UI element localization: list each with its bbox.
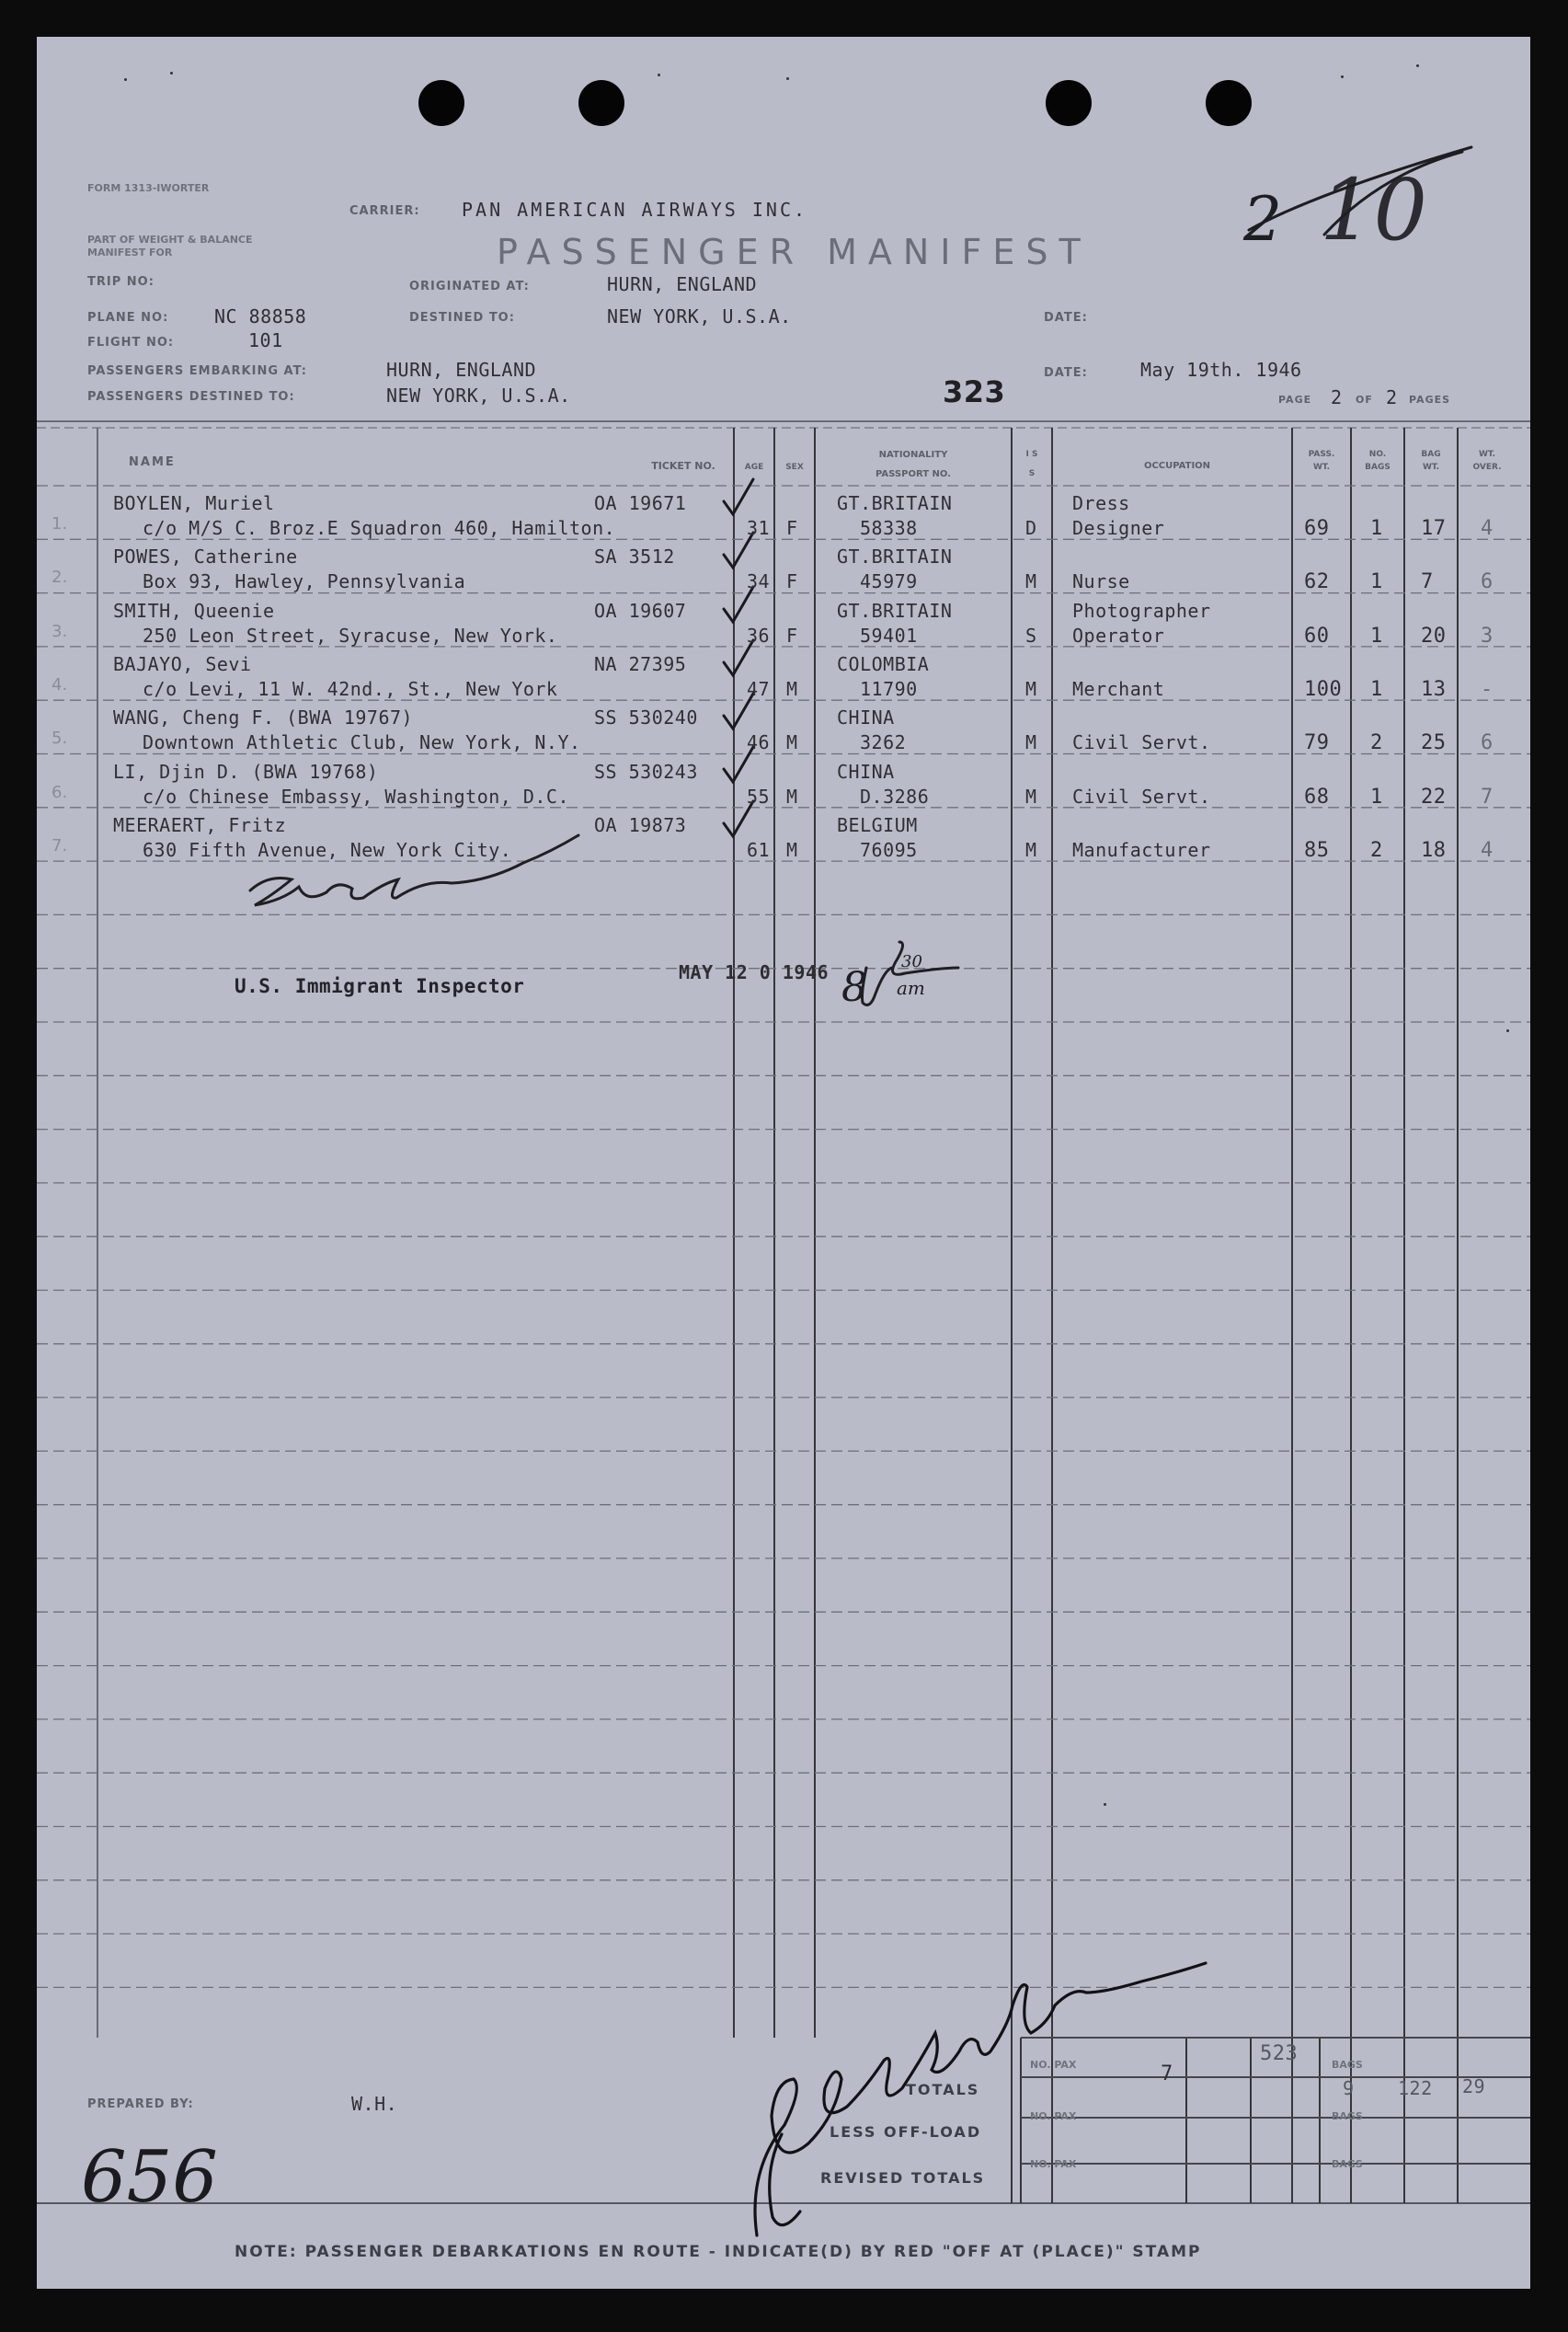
row-number: 6. <box>52 782 68 802</box>
row-number: 5. <box>52 729 68 749</box>
passenger-bags: 2 <box>1370 731 1383 755</box>
passport-number: 59401 <box>860 624 918 647</box>
passenger-occupation-2: Designer <box>1072 517 1165 539</box>
passenger-overweight: 4 <box>1481 838 1494 862</box>
trip-label: TRIP NO: <box>87 275 155 289</box>
passenger-sex: F <box>786 624 798 647</box>
col-age-header: AGE <box>744 463 764 472</box>
col-nationality-header: NATIONALITY <box>878 450 948 460</box>
totals-signature <box>763 2116 770 2117</box>
total-weight: 523 <box>1260 2042 1299 2065</box>
total-bag-weight: 122 <box>1398 2077 1433 2099</box>
col-bag-wt-header: BAG <box>1421 450 1441 459</box>
date-value: May 19th. 1946 <box>1140 359 1302 381</box>
passenger-address: c/o M/S C. Broz.E Squadron 460, Hamilton. <box>143 517 616 539</box>
passenger-weight: 100 <box>1304 677 1343 701</box>
passenger-age: 55 <box>747 785 771 808</box>
col-occupation-header: OCCUPATION <box>1143 461 1211 471</box>
pages-label: PAGES <box>1409 394 1451 406</box>
passenger-is-code: M <box>1025 677 1037 700</box>
carrier-value: PAN AMERICAN AIRWAYS INC. <box>462 199 808 221</box>
passenger-is-code: M <box>1025 838 1037 861</box>
inspector-time-minutes: 30 <box>901 952 922 971</box>
row-number: 1. <box>52 514 68 534</box>
passenger-sex: F <box>786 517 798 539</box>
passenger-overweight: 6 <box>1481 731 1494 755</box>
plane-value: NC 88858 <box>214 305 307 327</box>
date-top-label: DATE: <box>1044 311 1088 325</box>
plane-label: PLANE NO: <box>87 311 169 325</box>
ticket-number: NA 27395 <box>594 652 687 675</box>
passenger-address: 250 Leon Street, Syracuse, New York. <box>143 624 558 647</box>
table-grid <box>37 37 1530 2289</box>
date-label: DATE: <box>1044 366 1088 380</box>
revised-totals-label: REVISED TOTALS <box>820 2169 986 2187</box>
passenger-occupation-2: Merchant <box>1072 677 1165 700</box>
passenger-age: 47 <box>747 677 771 700</box>
passenger-occupation-2: Manufacturer <box>1072 838 1211 861</box>
passenger-sex: F <box>786 570 798 593</box>
total-over: 29 <box>1462 2075 1486 2097</box>
passenger-weight: 79 <box>1304 731 1330 755</box>
passenger-age: 61 <box>747 838 771 861</box>
passenger-name: MEERAERT, Fritz <box>113 813 287 836</box>
passenger-nationality: GT.BRITAIN <box>837 492 953 514</box>
originated-label: ORIGINATED AT: <box>409 280 530 293</box>
ticket-number: OA 19671 <box>594 492 687 514</box>
manifest-number: 323 <box>943 374 1006 409</box>
passenger-weight: 68 <box>1304 785 1330 809</box>
passenger-name: LI, Djin D. (BWA 19768) <box>113 760 379 783</box>
passenger-age: 34 <box>747 570 771 593</box>
col-pass-wt-header: PASS. <box>1308 450 1335 459</box>
passenger-is-code: M <box>1025 570 1037 593</box>
passport-number: 11790 <box>860 677 918 700</box>
passport-number: 3262 <box>860 731 907 754</box>
passenger-bags: 2 <box>1370 838 1383 862</box>
passenger-occupation-2: Civil Servt. <box>1072 731 1211 754</box>
total-pax: 7 <box>1161 2062 1173 2085</box>
passenger-name: SMITH, Queenie <box>113 599 275 622</box>
passenger-bags: 1 <box>1370 517 1383 540</box>
destined-value: NEW YORK, U.S.A. <box>607 305 792 327</box>
ticket-number: SS 530243 <box>594 760 698 783</box>
passenger-bags: 1 <box>1370 785 1383 809</box>
passenger-occupation-2: Civil Servt. <box>1072 785 1211 808</box>
passenger-bag-weight: 20 <box>1421 624 1447 648</box>
total-bags: 9 <box>1343 2077 1355 2099</box>
passenger-address: c/o Levi, 11 W. 42nd., St., New York <box>143 677 558 700</box>
pax-destined-value: NEW YORK, U.S.A. <box>386 385 571 407</box>
passenger-overweight: 6 <box>1481 570 1494 594</box>
inspector-time-meridiem: am <box>897 977 925 999</box>
inspector-time-hour: 8 <box>841 964 867 1011</box>
passenger-weight: 69 <box>1304 517 1330 540</box>
page-of-label: OF <box>1356 394 1373 406</box>
flight-value: 101 <box>248 329 283 351</box>
passenger-address: Box 93, Hawley, Pennsylvania <box>143 570 466 593</box>
form-number: FORM 1313-IWORTER <box>87 182 210 194</box>
ticket-number: OA 19607 <box>594 599 687 622</box>
passenger-bag-weight: 7 <box>1421 570 1434 594</box>
inspector-title: U.S. Immigrant Inspector <box>235 975 525 997</box>
no-pax-label-2: NO. PAX <box>1030 2110 1077 2122</box>
passenger-is-code: D <box>1025 517 1037 539</box>
passenger-occupation-2: Nurse <box>1072 570 1130 593</box>
pax-destined-label: PASSENGERS DESTINED TO: <box>87 390 295 404</box>
passenger-name: BAJAYO, Sevi <box>113 652 252 675</box>
no-pax-label-3: NO. PAX <box>1030 2158 1077 2170</box>
page-number: 2 <box>1331 386 1343 408</box>
bags-label-3: BAGS <box>1332 2158 1363 2170</box>
carrier-label: CARRIER: <box>349 204 420 218</box>
ticket-number: SS 530240 <box>594 706 698 729</box>
col-pass-wt-header-2: WT. <box>1312 463 1331 472</box>
totals-label: TOTALS <box>906 2081 980 2098</box>
footer-note: NOTE: PASSENGER DEBARKATIONS EN ROUTE - INDICATE(D) BY RED "OFF AT (PLACE)" STAMP <box>235 2243 1202 2261</box>
col-bags-header-2: BAGS <box>1365 463 1391 472</box>
page-handwritten-number: 656 <box>81 2136 218 2219</box>
passenger-is-code: M <box>1025 785 1037 808</box>
part-of-label-1: PART OF WEIGHT & BALANCE <box>87 234 253 246</box>
passenger-age: 46 <box>747 731 771 754</box>
row-number: 7. <box>52 835 68 856</box>
passenger-is-code: S <box>1025 624 1037 647</box>
passenger-bag-weight: 17 <box>1421 517 1447 540</box>
passenger-sex: M <box>786 785 798 808</box>
embarking-value: HURN, ENGLAND <box>386 359 537 381</box>
page-total: 2 <box>1386 386 1398 408</box>
passenger-bag-weight: 22 <box>1421 785 1447 809</box>
passenger-nationality: CHINA <box>837 760 895 783</box>
passenger-occupation-2: Operator <box>1072 624 1165 647</box>
col-passport-header: PASSPORT NO. <box>876 469 951 479</box>
passenger-age: 31 <box>747 517 771 539</box>
passenger-address: 630 Fifth Avenue, New York City. <box>143 838 512 861</box>
page-title: PASSENGER MANIFEST <box>497 232 1092 272</box>
page-label: PAGE <box>1278 394 1312 406</box>
passenger-overweight: - <box>1481 677 1494 701</box>
corner-page-number-new: 2 <box>1243 184 1282 255</box>
passenger-name: BOYLEN, Muriel <box>113 492 275 514</box>
passenger-nationality: GT.BRITAIN <box>837 599 953 622</box>
passenger-is-code: M <box>1025 731 1037 754</box>
offload-label: LESS OFF-LOAD <box>830 2123 982 2141</box>
prepared-label: PREPARED BY: <box>87 2097 194 2111</box>
ticket-number: OA 19873 <box>594 813 687 836</box>
col-is-header-2: S <box>1028 469 1036 478</box>
no-pax-label: NO. PAX <box>1030 2059 1077 2071</box>
passenger-overweight: 7 <box>1481 785 1494 809</box>
passenger-address: Downtown Athletic Club, New York, N.Y. <box>143 731 581 754</box>
passenger-name: WANG, Cheng F. (BWA 19767) <box>113 706 414 729</box>
passenger-nationality: BELGIUM <box>837 813 918 836</box>
passenger-bag-weight: 25 <box>1421 731 1447 755</box>
destined-label: DESTINED TO: <box>409 311 515 325</box>
passenger-overweight: 3 <box>1481 624 1494 648</box>
passenger-weight: 62 <box>1304 570 1330 594</box>
passport-number: 45979 <box>860 570 918 593</box>
passenger-sex: M <box>786 731 798 754</box>
row-number: 3. <box>52 621 68 641</box>
row-number: 4. <box>52 674 68 695</box>
passenger-weight: 60 <box>1304 624 1330 648</box>
passenger-weight: 85 <box>1304 838 1330 862</box>
originated-value: HURN, ENGLAND <box>607 273 758 295</box>
col-name-header: NAME <box>129 455 176 469</box>
passenger-bag-weight: 13 <box>1421 677 1447 701</box>
passport-number: 76095 <box>860 838 918 861</box>
col-over-header-2: OVER. <box>1472 463 1502 472</box>
col-bag-wt-header-2: WT. <box>1422 463 1440 472</box>
passenger-bags: 1 <box>1370 677 1383 701</box>
passport-number: D.3286 <box>860 785 930 808</box>
passenger-overweight: 4 <box>1481 517 1494 540</box>
passenger-nationality: GT.BRITAIN <box>837 546 953 569</box>
part-of-label-2: MANIFEST FOR <box>87 247 173 258</box>
passenger-bags: 1 <box>1370 570 1383 594</box>
inspector-signature <box>250 892 258 893</box>
passenger-age: 36 <box>747 624 771 647</box>
col-over-header: WT. <box>1478 450 1496 459</box>
passenger-nationality: COLOMBIA <box>837 652 930 675</box>
passenger-sex: M <box>786 677 798 700</box>
passenger-name: POWES, Catherine <box>113 546 298 569</box>
row-number: 2. <box>52 568 68 588</box>
passenger-occupation-1: Photographer <box>1072 599 1211 622</box>
passenger-bags: 1 <box>1370 624 1383 648</box>
corner-page-number-old: 10 <box>1320 161 1428 259</box>
manifest-sheet <box>37 37 1530 2289</box>
ticket-number: SA 3512 <box>594 546 675 569</box>
bags-label-2: BAGS <box>1332 2110 1363 2122</box>
passenger-nationality: CHINA <box>837 706 895 729</box>
passenger-sex: M <box>786 838 798 861</box>
col-ticket-header: TICKET NO. <box>651 460 715 472</box>
passenger-occupation-1: Dress <box>1072 492 1130 514</box>
col-bags-header: NO. <box>1368 450 1387 459</box>
col-sex-header: SEX <box>785 463 804 472</box>
col-is-header: I S <box>1025 450 1038 459</box>
bags-label: BAGS <box>1332 2059 1363 2071</box>
embarking-label: PASSENGERS EMBARKING AT: <box>87 364 307 378</box>
passenger-address: c/o Chinese Embassy, Washington, D.C. <box>143 785 570 808</box>
passport-number: 58338 <box>860 517 918 539</box>
prepared-value: W.H. <box>351 2093 398 2115</box>
flight-label: FLIGHT NO: <box>87 336 175 350</box>
passenger-bag-weight: 18 <box>1421 838 1447 862</box>
inspector-stamp: MAY 12 0 1946 <box>679 961 830 983</box>
